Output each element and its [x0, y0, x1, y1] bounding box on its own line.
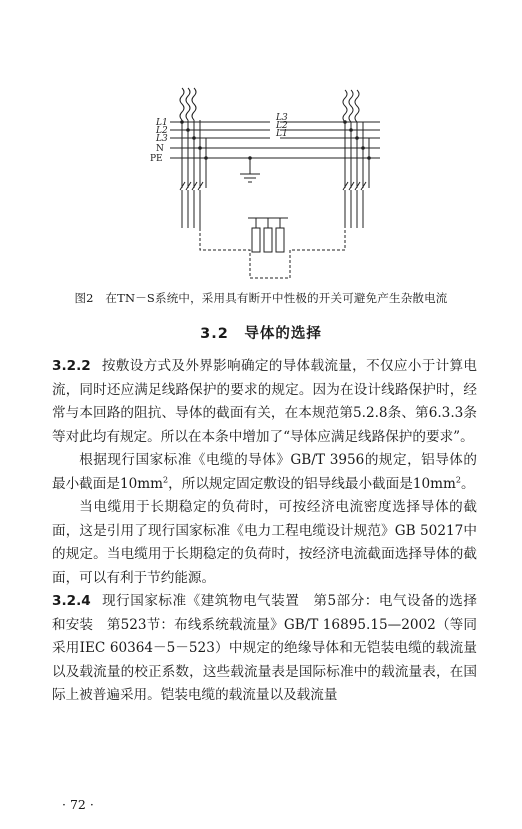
paragraph-aluminum-min-section [52, 449, 477, 496]
paragraph-3-2-4 [52, 590, 477, 708]
label-l1-left: L1 [156, 118, 168, 128]
body-text [52, 355, 477, 708]
label-n-left: N [156, 144, 164, 154]
clause-number: 3.2.2 [52, 358, 91, 374]
section-title: 3.2 导体的选择 [200, 326, 322, 342]
wiring-diagram-svg [140, 78, 390, 288]
superscript: 2 [455, 474, 461, 484]
label-l2-left: L2 [156, 126, 168, 136]
load-box-2 [264, 228, 272, 252]
label-pe-left: PE [150, 154, 163, 164]
paragraph-text: 现行国家标准《建筑物电气装置 第5部分：电气设备的选择和安装 第523节：布线系统载流量》GB/T 16895.15—2002（等同采用IEC 60364－5－523）中规定的绝缘导体和无铠装电缆的载流量以及载流量的校正系数，这些载流量表是国际标准中的载流量表，在国际上被普遍采用。铠装电缆的载流量以及载流量 [52, 593, 477, 703]
coil-left-2 [186, 88, 190, 120]
load-box-1 [252, 228, 260, 252]
paragraph-economic-current [52, 496, 477, 590]
tn-s-wiring-diagram [140, 78, 390, 288]
coil-right-3 [355, 90, 359, 122]
coil-left-3 [192, 88, 196, 120]
coil-left-1 [180, 88, 184, 120]
label-l1-mid: L1 [276, 129, 288, 139]
page-number: · 72 · [62, 797, 94, 812]
coil-right-1 [343, 90, 347, 122]
label-l2-mid: L2 [276, 121, 288, 131]
coil-right-2 [349, 90, 353, 122]
paragraph-text: 按敷设方式及外界影响确定的导体载流量，不仅应小于计算电流，同时还应满足线路保护的要求的规定。因为在设计线路保护时，经常与本回路的阻抗、导体的截面有关，在本规范第5.2.8条、第6.3.3条等对此均有规定。所以在本条中增加了“导体应满足线路保护的要求”。 [52, 358, 477, 445]
label-l3-left: L3 [156, 134, 168, 144]
paragraph-text: 当电缆用于长期稳定的负荷时，可按经济电流密度选择导体的截面，这是引用了现行国家标准《电力工程电缆设计规范》GB 50217中的规定。当电缆用于长期稳定的负荷时，按经济电流截面选择导体的截面，可以有利于节约能源。 [52, 499, 477, 586]
label-l3-mid: L3 [276, 113, 288, 123]
superscript: 2 [163, 474, 169, 484]
load-box-3 [276, 228, 284, 252]
paragraph-text-part: 。 [461, 475, 475, 492]
paragraph-text-part: ，所以规定固定敷设的铝导线最小截面是10mm [168, 475, 456, 492]
clause-number: 3.2.4 [52, 593, 91, 609]
paragraph-3-2-2 [52, 355, 477, 449]
figure-caption: 图2 在TN－S系统中，采用具有断开中性极的开关可避免产生杂散电流 [74, 291, 448, 305]
paragraph-text-part: 根据现行国家标准《电缆的导体》GB/T 3956的规定，铝导体的最小截面是10mm [52, 452, 477, 492]
